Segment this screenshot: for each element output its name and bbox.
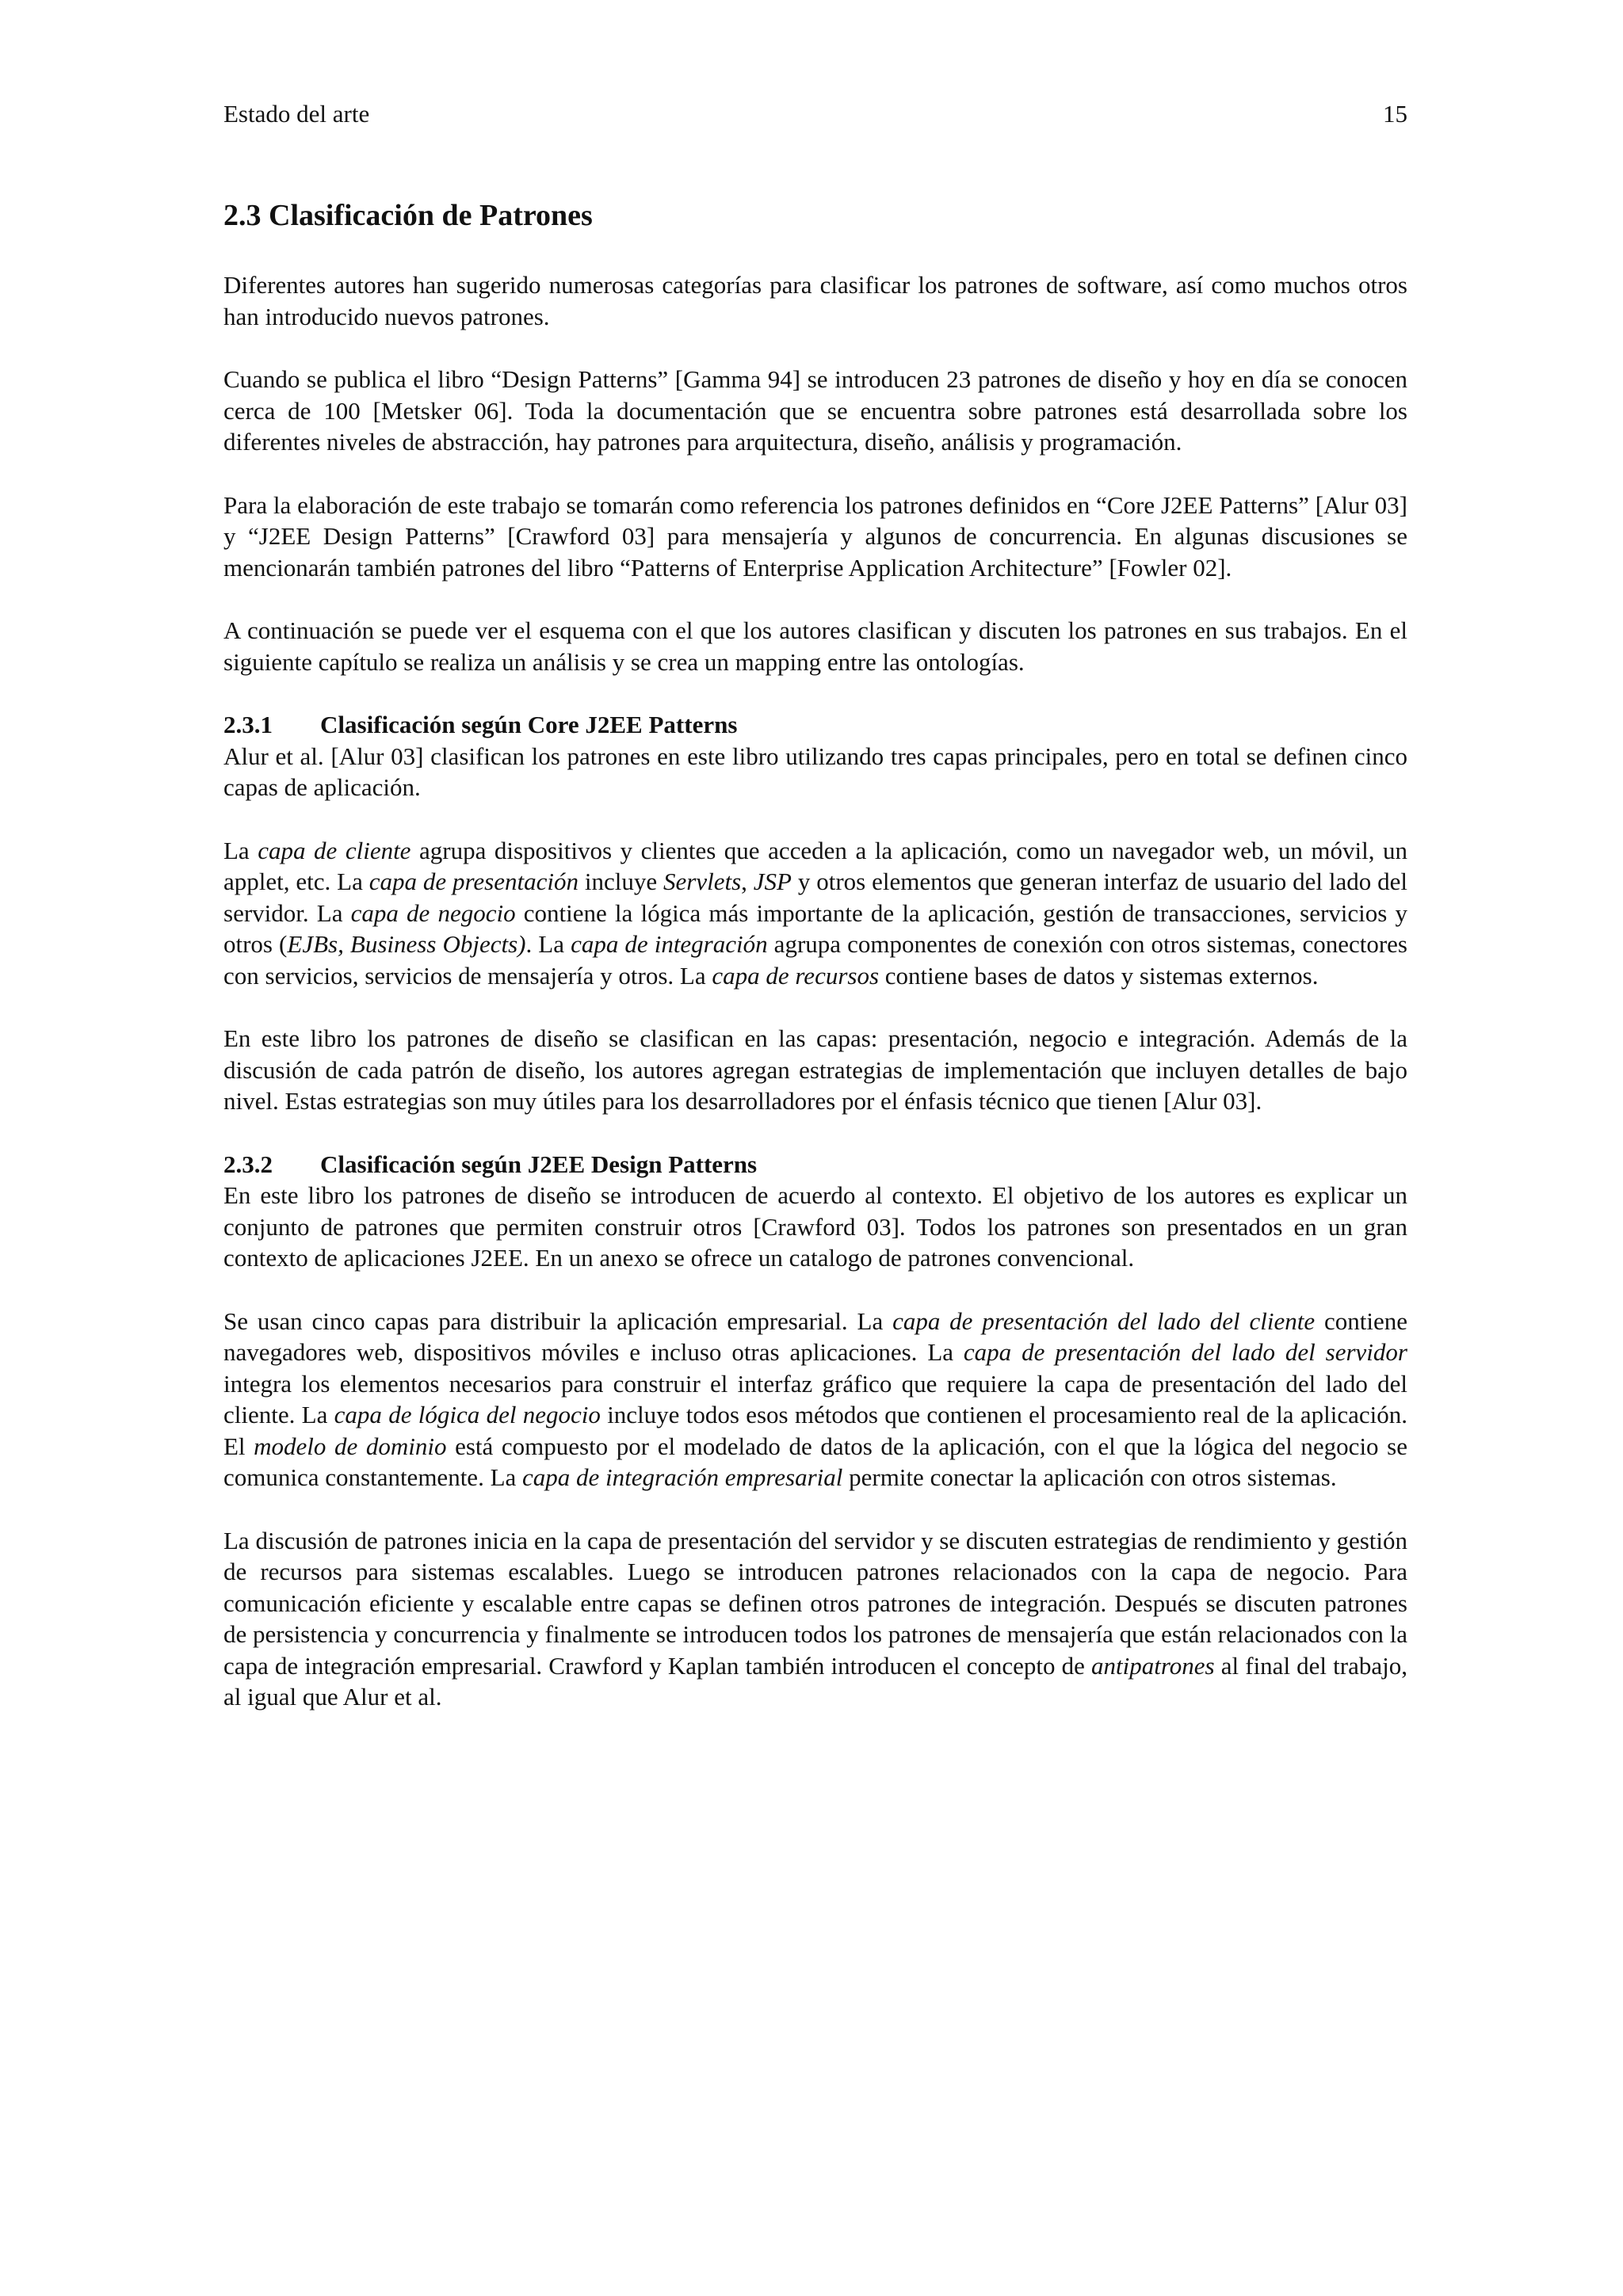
- running-header: [223, 98, 1407, 130]
- page-content: [223, 196, 1407, 1745]
- paragraph-core-j2ee-closing: En este libro los patrones de diseño se clasifican en las capas: presentación, negocio e integración. Además de la discusión de cada patrón de diseño, los autores agregan estrategias de implementación que incluyen detalles de bajo nivel. Estas estrategias son muy útiles para los desarrolladores por el énfasis técnico que tienen [Alur 03].: [223, 1024, 1407, 1115]
- paragraph-intro: Diferentes autores han sugerido numerosas categorías para clasificar los patrones de software, así como muchos otros han introducido nuevos patrones.: [223, 271, 1407, 330]
- subsection-title: Clasificación según J2EE Design Patterns: [320, 1150, 758, 1178]
- section-title: 2.3 Clasificación de Patrones: [223, 199, 593, 232]
- chapter-title: Estado del arte: [223, 100, 370, 128]
- paragraph-j2ee-design-layers: Se usan cinco capas para distribuir la aplicación empresarial. La capa de presentación del lado del cliente contiene navegadores web, dispositivos móviles e incluso otras aplicaciones. La capa de presentación del lado del servidor integra los elementos necesarios para construir el interfaz gráfico que requiere la capa de presentación del lado del cliente. La capa de lógica del negocio incluye todos esos métodos que contienen el procesamiento real de la aplicación. El modelo de dominio está compuesto por el modelado de datos de la aplicación, con el que la lógica del negocio se comunica constantemente. La capa de integración empresarial permite conectar la aplicación con otros sistemas.: [223, 1306, 1407, 1491]
- subsection-number: 2.3.2: [223, 1150, 273, 1178]
- subsection-title: Clasificación según Core J2EE Patterns: [320, 711, 738, 738]
- paragraph-scheme: A continuación se puede ver el esquema con el que los autores clasifican y discuten los patrones en sus trabajos. En el siguiente capítulo se realiza un análisis y se crea un mapping entre las ontologías.: [223, 616, 1407, 676]
- subsection-heading-core-j2ee: [223, 709, 1407, 741]
- paragraph-design-patterns: Cuando se publica el libro “Design Patterns” [Gamma 94] se introducen 23 patrones de diseño y hoy en día se conocen cerca de 100 [Metsker 06]. Toda la documentación que se encuentra sobre patrones está desarrollada sobre los diferentes niveles de abstracción, hay patrones para arquitectura, diseño, análisis y programación.: [223, 365, 1407, 456]
- subsection-number: 2.3.1: [223, 711, 273, 738]
- paragraph-j2ee-design-intro: En este libro los patrones de diseño se introducen de acuerdo al contexto. El objetivo de los autores es explicar un conjunto de patrones que permiten construir otros [Crawford 03]. Todos los patrones son presentados en un gran contexto de aplicaciones J2EE. En un anexo se ofrece un catalogo de patrones convencional.: [223, 1181, 1407, 1272]
- page-number: 15: [1383, 100, 1407, 128]
- paragraph-references: Para la elaboración de este trabajo se tomarán como referencia los patrones definidos en “Core J2EE Patterns” [Alur 03] y “J2EE Design Patterns” [Crawford 03] para mensajería y algunos de concurrencia. En algunas discusiones se mencionarán también patrones del libro “Patterns of Enterprise Application Architecture” [Fowler 02].: [223, 490, 1407, 582]
- subsection-heading-j2ee-design: [223, 1149, 1407, 1180]
- paragraph-j2ee-design-closing: La discusión de patrones inicia en la capa de presentación del servidor y se discuten estrategias de rendimiento y gestión de recursos para sistemas escalables. Luego se introducen patrones relacionados con la capa de negocio. Para comunicación eficiente y escalable entre capas se definen otros patrones de integración. Después se discuten patrones de persistencia y concurrencia y finalmente se introducen todos los patrones de mensajería que están relacionados con la capa de integración empresarial. Crawford y Kaplan también introducen el concepto de antipatrones al final del trabajo, al igual que Alur et al.: [223, 1526, 1407, 1711]
- paragraph-core-j2ee-layers: La capa de cliente agrupa dispositivos y clientes que acceden a la aplicación, como un navegador web, un móvil, un applet, etc. La capa de presentación incluye Servlets, JSP y otros elementos que generan interfaz de usuario del lado del servidor. La capa de negocio contiene la lógica más importante de la aplicación, gestión de transacciones, servicios y otros (EJBs, Business Objects). La capa de integración agrupa componentes de conexión con otros sistemas, conectores con servicios, servicios de mensajería y otros. La capa de recursos contiene bases de datos y sistemas externos.: [223, 836, 1408, 990]
- paragraph-core-j2ee-intro: Alur et al. [Alur 03] clasifican los patrones en este libro utilizando tres capas principales, pero en total se definen cinco capas de aplicación.: [223, 742, 1407, 801]
